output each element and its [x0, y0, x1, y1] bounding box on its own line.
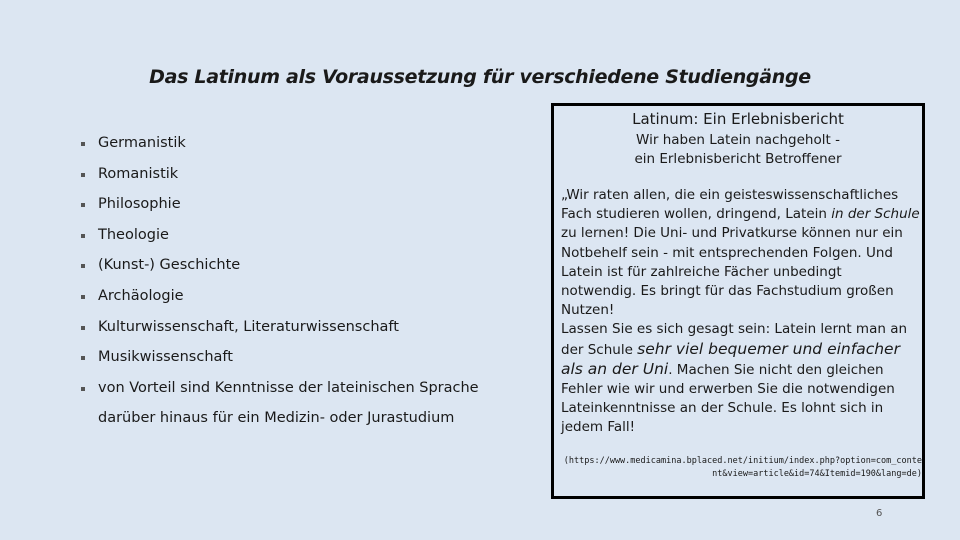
- bullet-icon: [81, 295, 85, 299]
- bullet-icon: [81, 264, 85, 268]
- list-item: [78, 159, 518, 190]
- list-item-label: (Kunst-) Geschichte: [98, 257, 241, 274]
- list-continuation: [78, 403, 518, 434]
- page-number: 6: [876, 508, 883, 519]
- list-item: [78, 342, 518, 373]
- slide-title: Das Latinum als Voraussetzung für verschiedene Studiengänge: [149, 66, 811, 88]
- list-item-label: Kulturwissenschaft, Literaturwissenschaft: [98, 318, 399, 335]
- list-item-label: Theologie: [98, 226, 169, 243]
- source-link[interactable]: (https://www.medicamina.bplaced.net/initium/index.php?option=com_content&view=article&id=74&Itemid=190&lang=de): [563, 456, 922, 479]
- list-item-label: Romanistik: [98, 165, 179, 182]
- list-item: [78, 373, 518, 404]
- bullet-icon: [81, 356, 85, 360]
- quote-text-3: Lassen Sie es sich gesagt sein: Latein lernt man an der Schule: [561, 321, 908, 358]
- bullet-icon: [81, 142, 85, 146]
- list-item: [78, 189, 518, 220]
- bullet-icon: [81, 387, 85, 391]
- list-item: [78, 250, 518, 281]
- list-item-label: Musikwissenschaft: [98, 349, 233, 366]
- list-continuation-label: darüber hinaus für ein Medizin- oder Jurastudium: [98, 410, 455, 427]
- report-box-subtitle-line2: ein Erlebnisbericht Betroffener: [634, 151, 842, 167]
- report-box-subtitle-line1: Wir haben Latein nachgeholt -: [636, 132, 840, 148]
- list-item: [78, 128, 518, 159]
- list-item: [78, 220, 518, 251]
- report-box: [551, 103, 925, 499]
- list-item-label: Archäologie: [98, 287, 184, 304]
- report-quote: [561, 186, 921, 438]
- list-item: [78, 281, 518, 312]
- quote-text-4: . Machen Sie nicht den gleichen Fehler wie wir und erwerben Sie die notwendigen Lateinkenntnisse an der Schule. Es lohnt sich in jedem Fall!: [561, 361, 895, 436]
- list-item-label: Germanistik: [98, 135, 186, 151]
- bullet-icon: [81, 173, 85, 177]
- study-program-list: [78, 128, 518, 434]
- list-item-label: von Vorteil sind Kenntnisse der lateinischen Sprache: [98, 379, 479, 396]
- quote-emphasis-1: in der Schule: [831, 206, 920, 223]
- quote-emphasis-2: sehr viel bequemer und einfacher als an der Uni: [561, 339, 900, 378]
- bullet-icon: [81, 234, 85, 238]
- report-box-subtitle: [554, 131, 922, 169]
- bullet-icon: [81, 203, 85, 207]
- list-item-label: Philosophie: [98, 196, 181, 213]
- quote-text-1: „Wir raten allen, die ein geisteswissenschaftliches Fach studieren wollen, dringend, Latein: [561, 187, 899, 223]
- quote-text-2: zu lernen! Die Uni- und Privatkurse können nur ein Notbehelf sein - mit entsprechenden Folgen. Und Latein ist für zahlreiche Fächer unbedingt notwendig. Es bringt für das Fachstudium großen Nutzen!: [561, 225, 903, 319]
- report-box-title: Latinum: Ein Erlebnisbericht: [632, 110, 844, 128]
- list-item: [78, 312, 518, 343]
- bullet-icon: [81, 326, 85, 330]
